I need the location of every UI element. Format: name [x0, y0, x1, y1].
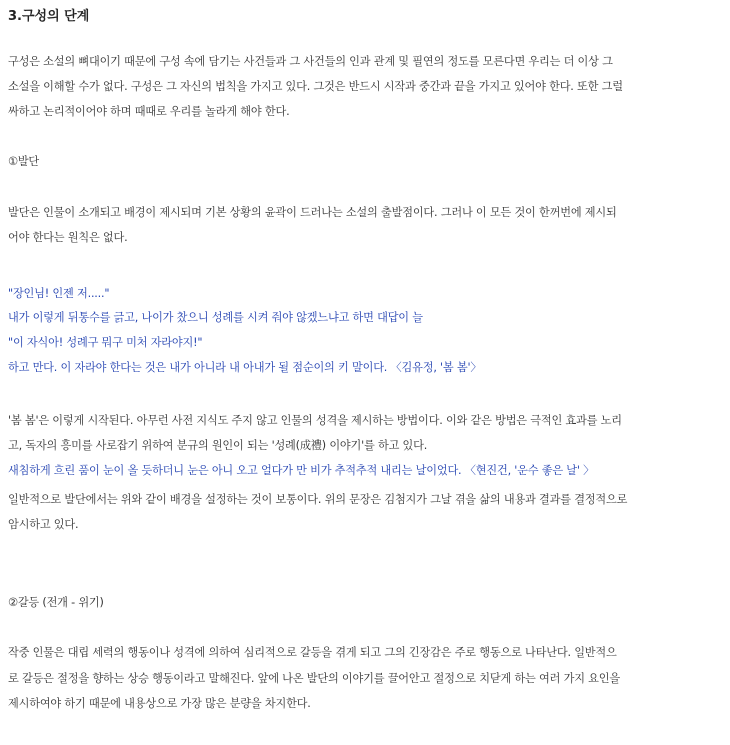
stage2-description-line: 로 갈등은 절정을 향하는 상승 행동이라고 말해진다. 앞에 나온 발단의 이야기를 끌어안고 절정으로 치닫게 하는 여러 가지 요인을 [8, 672, 620, 685]
quote-line: 내가 이렇게 뒤통수를 긁고, 나이가 찼으니 성례를 시켜 줘야 않겠느냐고 하면 대답이 늘 [8, 311, 423, 324]
intro-line: 싸하고 논리적이어야 하며 때때로 우리를 놀라게 해야 한다. [8, 105, 290, 118]
stage2-heading: ②갈등 (전개 - 위기) [8, 596, 104, 609]
intro-line: 구성은 소설의 뼈대이기 때문에 구성 속에 담기는 사건들과 그 사건들의 인과 관계 및 필연의 정도를 모른다면 우리는 더 이상 그 [8, 55, 613, 68]
quote2-line: 새침하게 흐린 품이 눈이 올 듯하더니 눈은 아니 오고 얼다가 만 비가 추적추적 내리는 날이었다. 〈현진건, '운수 좋은 날' 〉 [8, 464, 595, 477]
stage1-description-line: 발단은 인물이 소개되고 배경이 제시되며 기본 상황의 윤곽이 드러나는 소설의 출발점이다. 그러나 이 모든 것이 한꺼번에 제시되 [8, 206, 617, 219]
stage1-closing-line: 암시하고 있다. [8, 518, 79, 531]
stage1-explanation-line: '봄 봄'은 이렇게 시작된다. 아무런 사전 지식도 주지 않고 인물의 성격을 제시하는 방법이다. 이와 같은 방법은 극적인 효과를 노리 [8, 414, 622, 427]
quote-line: 하고 만다. 이 자라야 한다는 것은 내가 아니라 내 아내가 될 점순이의 키 말이다. 〈김유정, '봄 봄'〉 [8, 361, 482, 374]
section-title: 3.구성의 단계 [8, 9, 90, 24]
stage2-description-line: 제시하여야 하기 때문에 내용상으로 가장 많은 분량을 차지한다. [8, 697, 311, 710]
stage1-closing-line: 일반적으로 발단에서는 위와 같이 배경을 설정하는 것이 보통이다. 위의 문장은 김첨지가 그날 겪을 삶의 내용과 결과를 결정적으로 [8, 493, 628, 506]
quote-line: "장인님! 인젠 저....." [8, 287, 110, 300]
stage1-heading: ①발단 [8, 155, 40, 168]
quote-line: "이 자식아! 성례구 뭐구 미처 자라야지!" [8, 336, 203, 349]
intro-line: 소설을 이해할 수가 없다. 구성은 그 자신의 법칙을 가지고 있다. 그것은 반드시 시작과 중간과 끝을 가지고 있어야 한다. 또한 그럴 [8, 80, 623, 93]
stage1-description-line: 어야 한다는 원칙은 없다. [8, 231, 128, 244]
stage1-explanation-line: 고, 독자의 흥미를 사로잡기 위하여 분규의 원인이 되는 '성례(成禮) 이야기'를 하고 있다. [8, 439, 428, 452]
stage2-description-line: 작중 인물은 대립 세력의 행동이나 성격에 의하여 심리적으로 갈등을 겪게 되고 그의 긴장감은 주로 행동으로 나타난다. 일반적으 [8, 646, 617, 659]
